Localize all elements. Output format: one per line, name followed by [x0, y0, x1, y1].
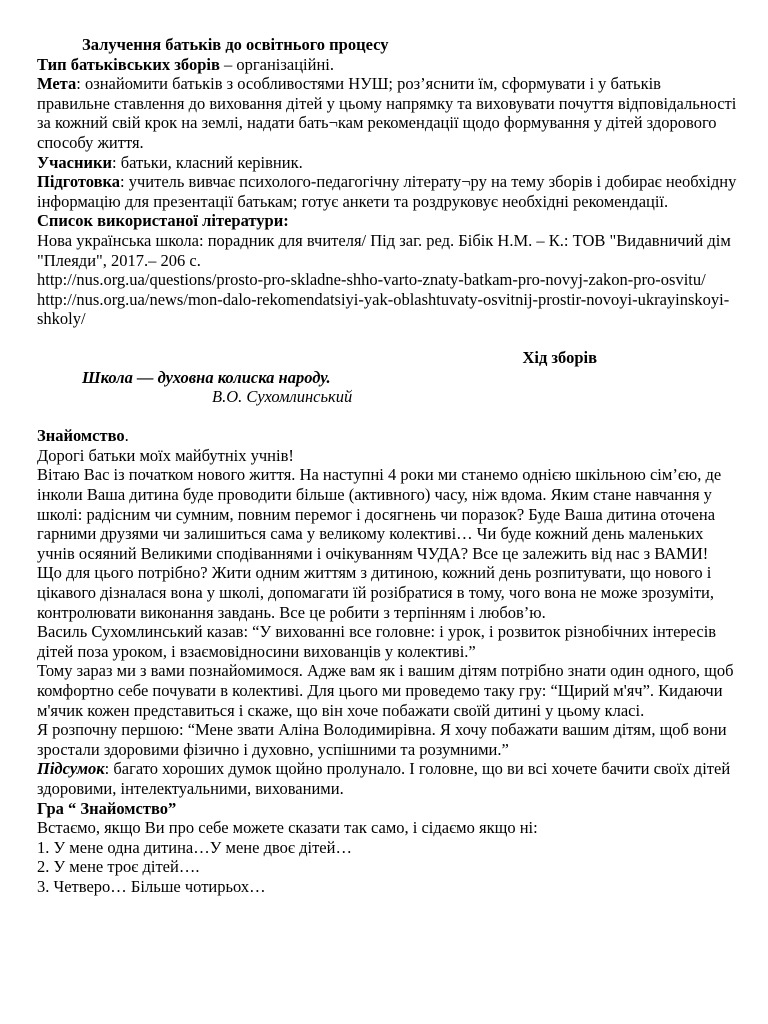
- preparation-value: : учитель вивчає психолого-педагогічну літерату¬ру на тему зборів і добирає необхідну інформацію для презентації батькам; готує анкети та роздруковує необхідні рекомендації.: [37, 172, 737, 211]
- game-item: 2. У мене троє дітей….: [37, 857, 200, 877]
- paragraph: Вітаю Вас із початком нового життя. На наступні 4 роки ми станемо однією шкільною сім’єю, де інколи Ваша дитина буде проводити більше (активного) часу, ніж вдома. Яким стане навчання у школі: радісним чи сумним, повним перемог і досягнень чи поразок? Буде Ваша дитина оточена гарними друзями чи залишиться сама у великому колективі… Чи буде кожний день маленьких учнів осяяний Великими сподіваннями і очікуванням ЧУДА? Все це залежить від нас з ВАМИ!: [37, 465, 722, 563]
- literature-link: http://nus.org.ua/questions/prosto-pro-skladne-shho-varto-znaty-batkam-pro-novyj-zakon-pro-osvitu/: [37, 270, 706, 290]
- literature-heading: Список використаної літератури:: [37, 211, 289, 231]
- acquaintance-dot: .: [124, 426, 129, 446]
- acquaintance-heading: [37, 426, 737, 446]
- meeting-participants: [37, 153, 737, 173]
- meeting-goal: [37, 74, 737, 152]
- paragraph: Дорогі батьки моїх майбутніх учнів!: [37, 445, 294, 465]
- paragraph: Тому зараз ми з вами познайомимося. Адже вам як і вашим дітям потрібно знати один одного, щоб комфортно себе почувати в колективі. Для цього ми проведемо таку гру: “Щирий м'яч”. Кидаючи м'ячик кожен представиться і скаже, що він хоче побажати своїй дитині у цьому класі.: [37, 661, 734, 720]
- spacer: [37, 407, 737, 427]
- meeting-type: [37, 55, 737, 75]
- game-heading: Гра “ Знайомство”: [37, 798, 177, 818]
- literature-link: http://nus.org.ua/news/mon-dalo-rekomendatsiyi-yak-oblashtuvaty-osvitnij-prostir-novoyi-ukrayinskoyi-shkoly/: [37, 289, 730, 329]
- literature-item: Нова українська школа: порадник для вчителя/ Під заг. ред. Бібік Н.М. – К.: ТОВ "Видавничий дім "Плеяди", 2017.– 206 с.: [37, 230, 731, 270]
- meeting-type-label: Тип батьківських зборів: [37, 54, 220, 74]
- participants-label: Учасники: [37, 152, 113, 172]
- meeting-preparation: [37, 172, 737, 211]
- goal-value: : ознайомити батьків з особливостями НУШ; роз’яснити їм, сформувати і у батьків правильне ставлення до виховання дітей у цьому напрямку та виховувати почуття відповідальності за кожний свій крок на землі, надати бать¬кам рекомендації щодо формування у дітей здорового способу життя.: [37, 74, 737, 152]
- participants-value: : батьки, класний керівник.: [112, 152, 303, 172]
- goal-label: Мета: [37, 74, 77, 94]
- summary-value: : багато хороших думок щойно пролунало. І головне, що ви всі хочете бачити своїх дітей здоровими, інтелектуальними, вихованими.: [37, 759, 731, 798]
- summary-label: Підсумок: [37, 759, 105, 779]
- preparation-label: Підготовка: [37, 172, 121, 192]
- game-intro: Встаємо, якщо Ви про себе можете сказати так само, і сідаємо якщо ні:: [37, 818, 538, 838]
- document-page: [37, 35, 737, 897]
- meeting-type-value: – організаційні.: [219, 54, 335, 74]
- paragraph: Я розпочну першою: “Мене звати Аліна Володимирівна. Я хочу побажати вашим дітям, щоб вони зростали здоровими фізично і духовно, успішними та розумними.”: [37, 720, 727, 759]
- course-heading: Хід зборів: [522, 347, 597, 367]
- paragraph: Василь Сухомлинський казав: “У вихованні все головне: і урок, і розвиток різнобічних інтересів дітей поза уроком, і взаємовідносини вихованців у колективі.”: [37, 622, 717, 661]
- document-title: Залучення батьків до освітнього процесу: [82, 35, 389, 54]
- game-item: 3. Четверо… Більше чотирьох…: [37, 876, 266, 896]
- game-item: 1. У мене одна дитина…У мене двоє дітей…: [37, 837, 352, 857]
- summary: [37, 759, 737, 798]
- acquaintance-label: Знайомство: [37, 426, 125, 446]
- epigraph-author: В.О. Сухомлинський: [212, 387, 353, 407]
- paragraph: Що для цього потрібно? Жити одним життям з дитиною, кожний день розпитувати, що нового і цікавого дізналася вона у школі, допомагати їй розібратися в тому, чого вона не може зрозуміти, контролювати виконання завдань. Все це робити з терпінням і любов’ю.: [37, 563, 714, 622]
- epigraph: Школа — духовна колиска народу.: [82, 367, 331, 387]
